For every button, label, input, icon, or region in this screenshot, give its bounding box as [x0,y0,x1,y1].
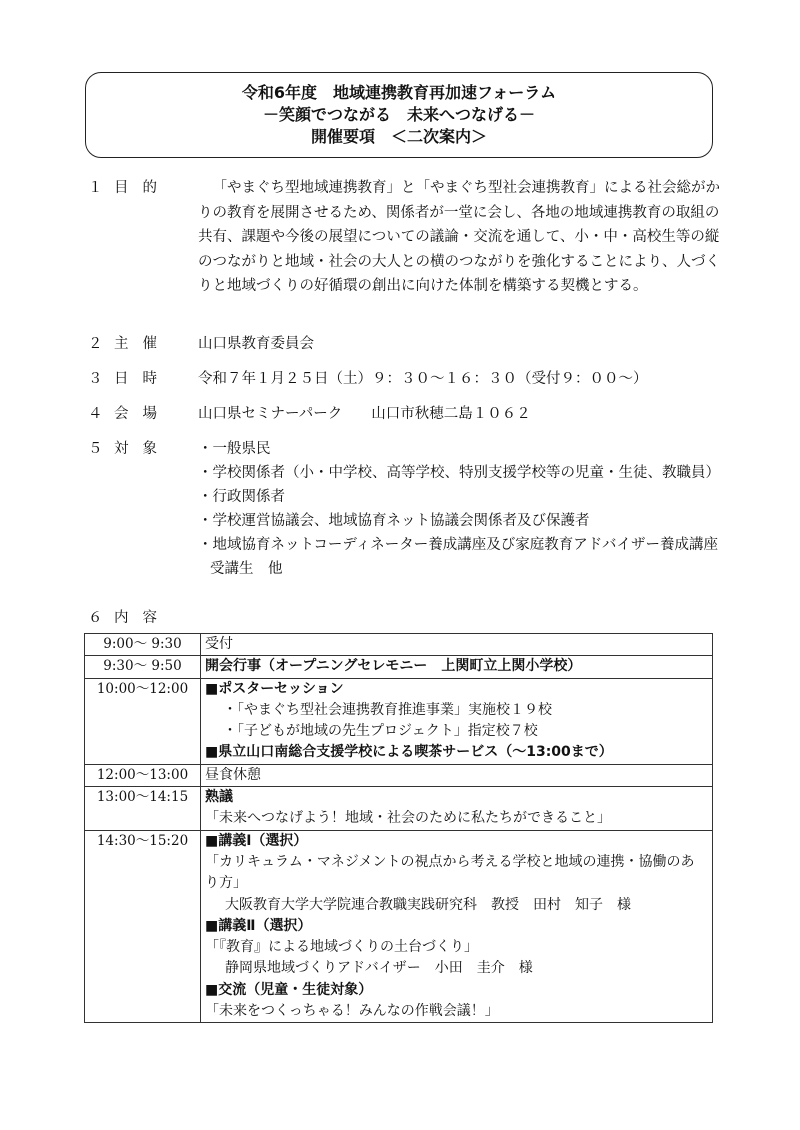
table-row [85,656,713,678]
target-item: ・学校運営協議会、地域協育ネット協議会関係者及び保護者 [198,513,590,529]
section-label: 内容 [114,610,171,626]
program-line: 大阪教育大学大学院連合教職実践研究科 教授 田村 知子 様 [225,896,631,913]
table-row [85,764,713,786]
schedule-table [84,633,713,1023]
table-row [85,787,713,831]
program-cell [201,634,713,656]
section-label: 日時 [114,371,171,387]
program-cell [201,764,713,786]
program-line: ■講義Ⅱ（選択） [205,917,312,934]
program-line: ■講義Ⅰ（選択） [205,832,308,849]
program-line: ■県立山口南総合支援学校による喫茶サービス（～13:00まで） [205,744,613,761]
program-line: 「『教育』による地域づくりの土台づくり」 [205,939,478,956]
target-item: ・一般県民 [198,441,271,457]
table-row [85,830,713,1023]
program-line: ・「やまぐち型社会連携教育推進事業」実施校１９校 [223,701,552,718]
section-number: ６ [88,610,103,626]
purpose-text: 「やまぐち型地域連携教育」と「やまぐち型社会連携教育」による社会総がかりの教育を展開させるため、関係者が一堂に会し、各地の地域連携教育の取組の共有、課題や今後の展望についての議論・交流を通して、小・中・高校生等の縦のつながりと地域・社会の大人との横のつながりを強化することにより、人づくりと地域づくりの好循環の創出に向けた体制を構築する契機とする。 [198,180,720,294]
section-number: ３ [88,371,103,387]
document-type: 開催要項 ＜二次案内＞ [310,127,487,146]
forum-subtitle: －笑顔でつながる 未来へつなげる－ [262,105,535,124]
target-list [198,437,722,581]
title-box [85,72,713,158]
section-number: ２ [88,336,103,352]
program-cell [201,787,713,831]
program-line: 昼食休憩 [205,766,261,783]
table-row [85,634,713,656]
time-cell: 10:00～12:00 [85,678,201,764]
program-cell [201,678,713,764]
target-item: ・地域協育ネットコーディネーター養成講座及び家庭教育アドバイザー養成講座受講生 他 [198,537,718,577]
section-label: 目的 [114,180,171,196]
program-cell [201,830,713,1023]
program-line: 「カリキュラム・マネジメントの視点から考える学校と地域の連携・協働のあり方」 [205,853,695,892]
time-cell: 9:00～ 9:30 [85,634,201,656]
program-line: 「未来へつなげよう！地域・社会のために私たちができること」 [205,810,611,827]
forum-title: 令和6年度 地域連携教育再加速フォーラム [241,83,557,102]
host-text: 山口県教育委員会 [198,336,314,352]
program-line: 「未来をつくっちゃる！みんなの作戦会議！」 [205,1003,499,1020]
program-line: 受付 [205,636,233,652]
section-number: ４ [88,406,103,422]
target-item: ・行政関係者 [198,489,285,505]
venue-text: 山口県セミナーパーク 山口市秋穂二島１０６２ [198,406,531,422]
section-label: 会場 [114,406,171,422]
program-line: ■ポスターセッション [205,680,344,697]
program-line: 熟議 [205,789,233,806]
time-cell: 9:30～ 9:50 [85,656,201,678]
time-cell: 13:00～14:15 [85,787,201,831]
time-cell: 14:30～15:20 [85,830,201,1023]
section-label: 主催 [114,336,171,352]
time-cell: 12:00～13:00 [85,764,201,786]
target-item: ・学校関係者（小・中学校、高等学校、特別支援学校等の児童・生徒、教職員） [198,465,720,481]
table-row [85,678,713,764]
program-line: 静岡県地域づくりアドバイザー 小田 圭介 様 [225,960,533,977]
datetime-text: 令和７年１月２５日（土）９：３０～１６：３０（受付９：００～） [198,371,648,387]
section-number: １ [88,180,103,196]
section-label: 対象 [114,441,171,457]
program-line: ■交流（児童・生徒対象） [205,981,373,998]
program-line: ・「子どもが地域の先生プロジェクト」指定校７校 [223,723,538,740]
section-number: ５ [88,441,103,457]
program-cell [201,656,713,678]
program-line: 開会行事（オープニングセレモニー 上関町立上関小学校） [205,658,582,675]
